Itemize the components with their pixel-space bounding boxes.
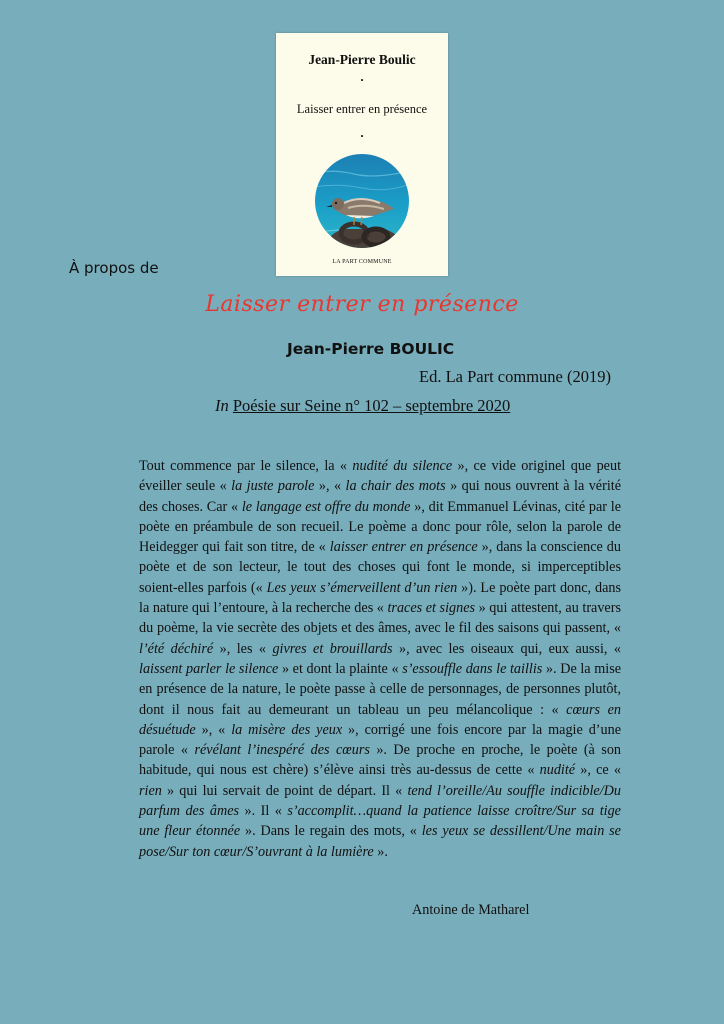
- text-segment: » qui attestent, au travers du poème, la vie secrète des objets et des âmes, avec le fil des saisons qui passent, «: [139, 600, 621, 637]
- text-segment: », avec les oiseaux qui, eux aussi, «: [392, 640, 621, 657]
- journal-title: Poésie sur Seine n° 102 – septembre 2020: [232, 396, 511, 415]
- text-segment: ». Dans le regain des mots, «: [240, 823, 422, 840]
- quoted-phrase: tend l’oreille/Au souffle indicible/Du parfum des âmes: [139, 782, 621, 820]
- quoted-phrase: les yeux se dessillent/Une main se pose/Sur ton cœur/S’ouvrant à la lumière: [139, 823, 621, 860]
- text-segment: Tout commence par le silence, la «: [139, 458, 353, 474]
- text-segment: », «: [314, 478, 346, 495]
- quoted-phrase: laissent parler le silence: [139, 660, 279, 677]
- quoted-phrase: rien: [139, 782, 162, 799]
- quoted-phrase: cœurs en désuétude: [139, 701, 621, 738]
- text-segment: ». Il «: [239, 803, 288, 820]
- quoted-phrase: nudité du silence: [352, 458, 453, 474]
- text-segment: »). Le poète part donc, dans la nature qui l’entoure, à la recherche des «: [139, 579, 621, 617]
- author-name: Jean-Pierre BOULIC: [287, 340, 455, 358]
- text-segment: », corrigé une fois encore par la magie d’une parole «: [139, 721, 621, 759]
- quoted-phrase: traces et signes: [387, 600, 476, 617]
- journal-reference: [215, 396, 510, 416]
- reference-in: In: [215, 396, 229, 415]
- quoted-phrase: laisser entrer en présence: [329, 539, 478, 556]
- text-segment: », les «: [213, 640, 273, 657]
- text-segment: », «: [195, 721, 232, 738]
- review-text: [139, 456, 621, 862]
- quoted-phrase: s’accomplit…quand la patience laisse croître/Sur sa tige une fleur étonnée: [139, 803, 621, 840]
- edition-info: Ed. La Part commune (2019): [419, 367, 611, 386]
- text-segment: » qui nous ouvrent à la vérité des choses. Car «: [139, 478, 622, 515]
- apropos-label: À propos de: [69, 259, 159, 277]
- text-segment: », ce vide originel que peut éveiller seule «: [139, 458, 622, 495]
- quoted-phrase: s’essouffle dans le taillis: [402, 660, 543, 677]
- quoted-phrase: le langage est offre du monde: [241, 498, 411, 515]
- cover-title: Laisser entrer en présence: [296, 102, 428, 116]
- quoted-phrase: la misère des yeux: [231, 721, 343, 738]
- cover-author: Jean-Pierre Boulic: [308, 52, 416, 67]
- text-segment: », dit Emmanuel Lévinas, cité par le poète en préambule de son recueil. Le poème a donc pour rôle, selon la parole de Heidegger qui fait son titre, de «: [139, 498, 621, 556]
- cover-dot-2: .: [360, 125, 364, 140]
- signature: Antoine de Matharel: [412, 902, 530, 918]
- quoted-phrase: givres et brouillards: [272, 640, 393, 657]
- quoted-phrase: révélant l’inespéré des cœurs: [194, 742, 370, 759]
- quoted-phrase: la juste parole: [231, 478, 315, 495]
- cover-dot-1: .: [360, 69, 364, 84]
- text-segment: ». De la mise en présence de la nature, le poète passe à celle de personnages, de personnes plutôt, dont il nous fait au demeurant un tableau un peu mélancolique : «: [139, 660, 622, 718]
- quoted-phrase: l’été déchiré: [139, 640, 214, 657]
- cover-publisher: LA PART COMMUNE: [332, 259, 392, 265]
- book-cover: [276, 33, 448, 276]
- text-segment: ». De proche en proche, le poète (à son habitude, qui nous est chère) s’élève ainsi très au-dessus de cette «: [139, 742, 622, 779]
- text-segment: ».: [373, 843, 388, 860]
- quoted-phrase: Les yeux s’émerveillent d’un rien: [266, 579, 458, 596]
- text-segment: », ce «: [575, 762, 621, 779]
- book-title: Laisser entrer en présence: [205, 292, 519, 317]
- quoted-phrase: nudité: [539, 762, 576, 779]
- text-segment: » et dont la plainte «: [278, 660, 403, 677]
- cover-seabird-image: [314, 153, 410, 249]
- quoted-phrase: la chair des mots: [345, 478, 446, 495]
- text-segment: », dans la conscience du poète et de son lecteur, le tout des choses qui font le monde, si imperceptibles soient-elles parfois («: [139, 539, 621, 596]
- text-segment: » qui lui servait de point de départ. Il «: [161, 782, 408, 799]
